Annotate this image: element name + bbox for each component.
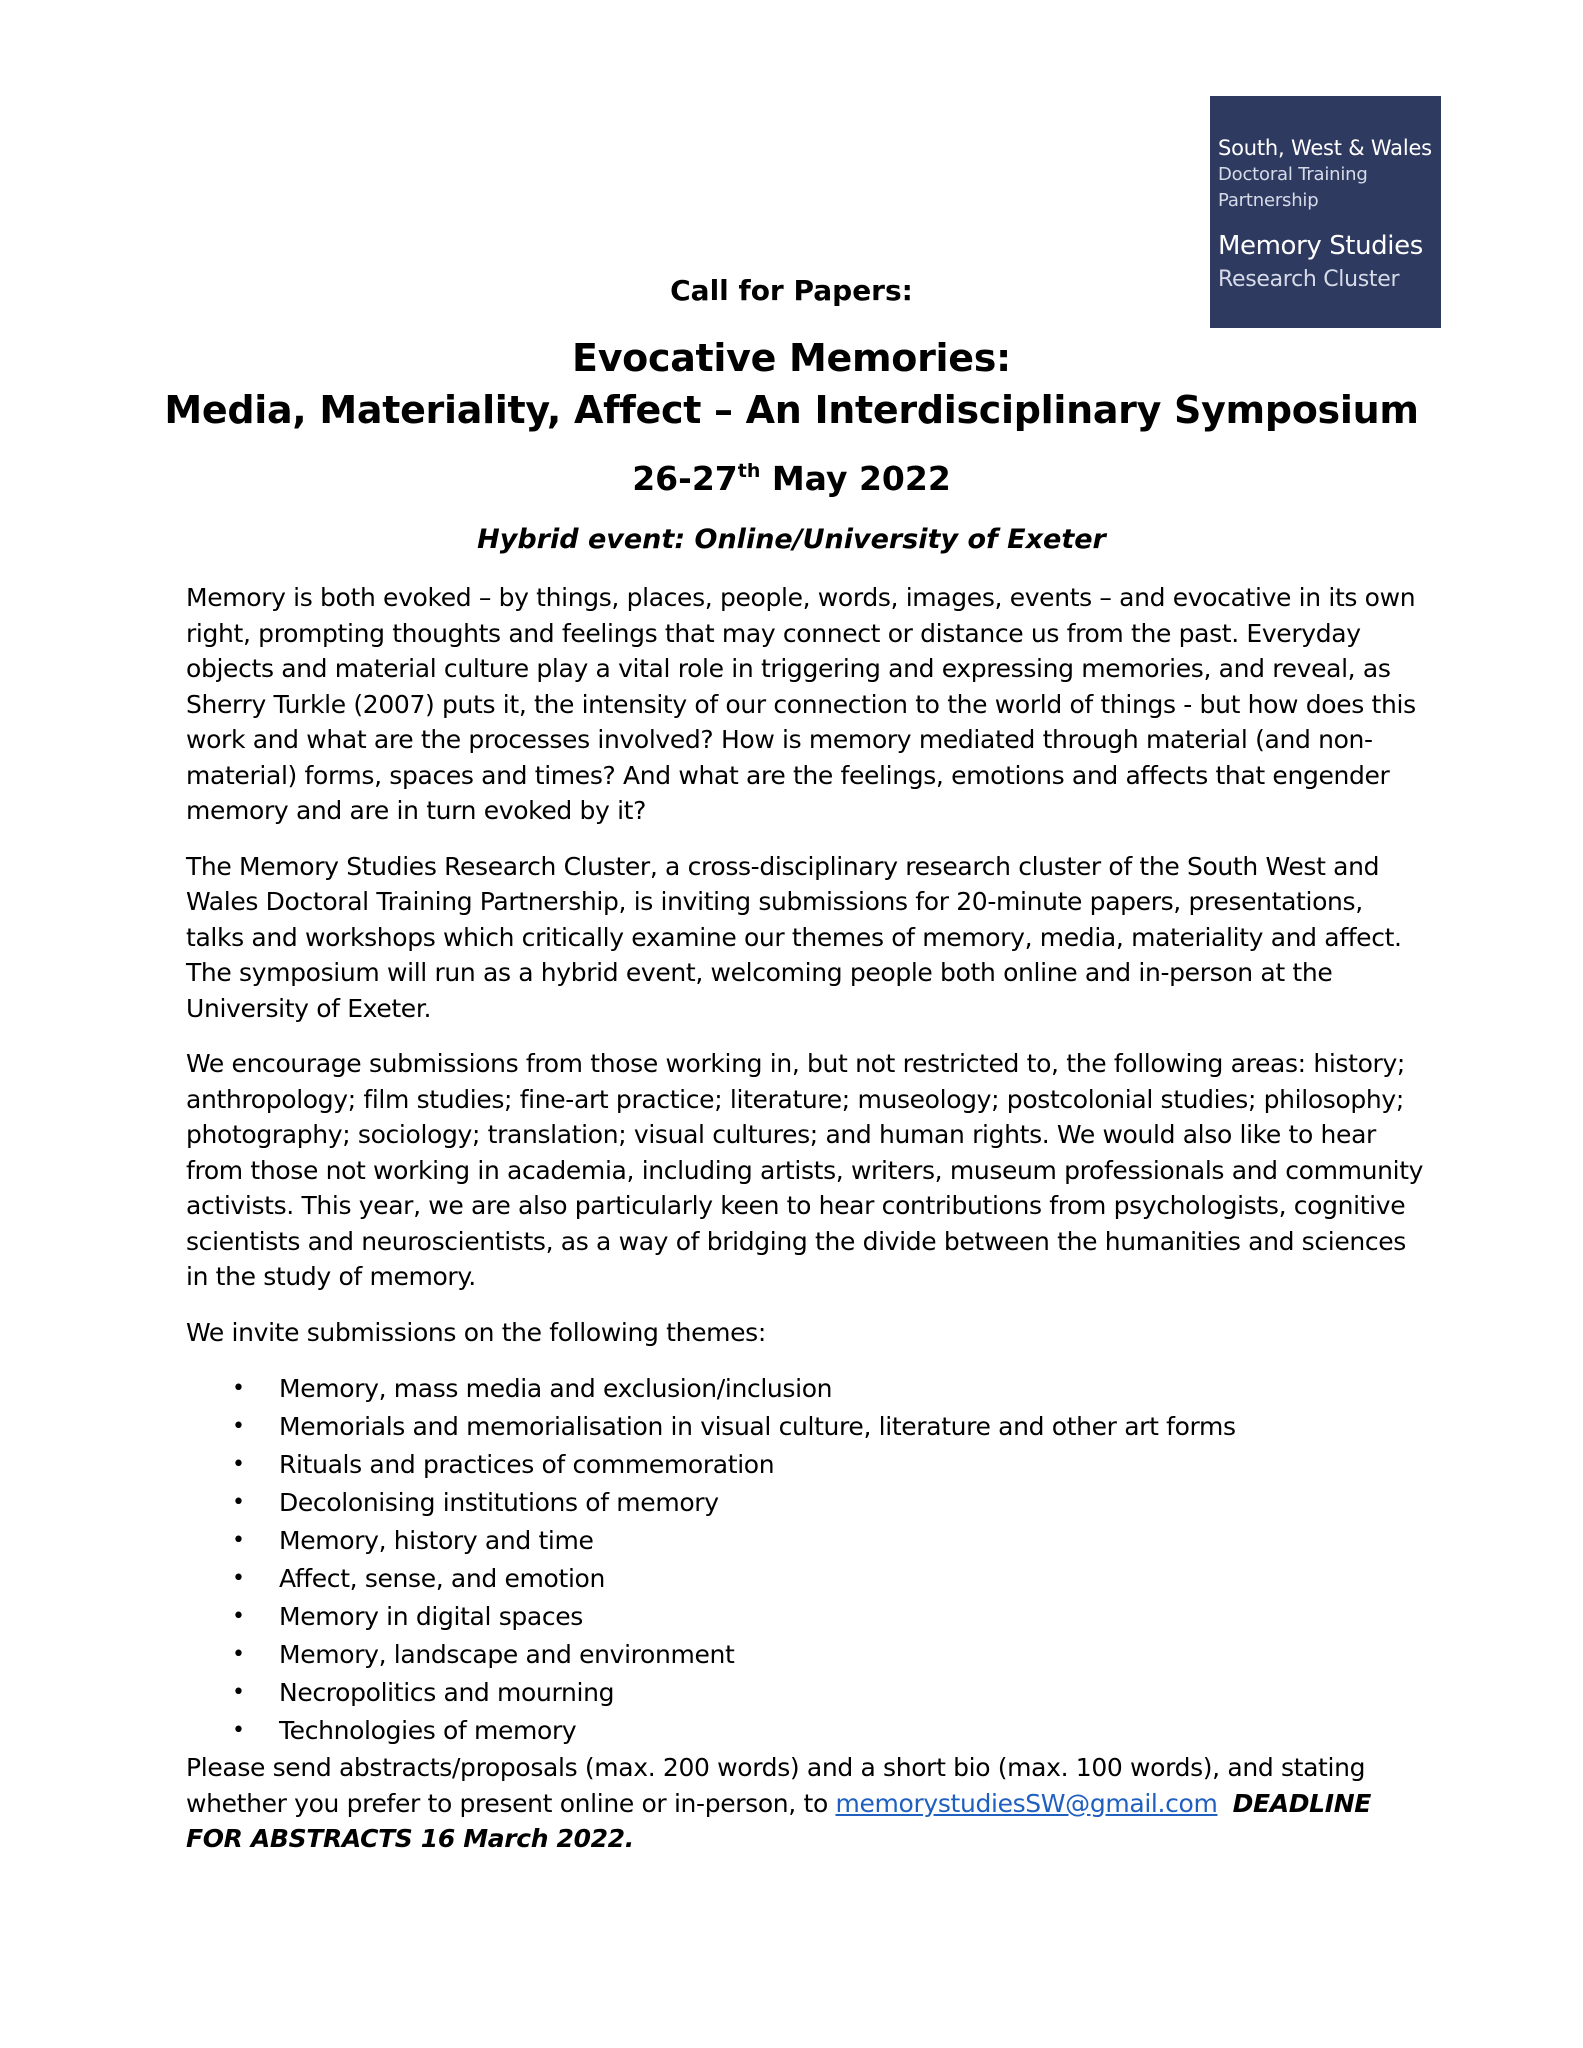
bullet-icon: • [232,1604,245,1629]
list-item [232,1446,1426,1484]
list-item [232,1636,1426,1674]
deadline-text: DEADLINE FOR ABSTRACTS 16 March 2022. [186,1788,1372,1853]
theme-text: Rituals and practices of commemoration [279,1450,775,1479]
list-item [232,1484,1426,1522]
logo-line-3: Partnership [1218,190,1319,211]
bullet-icon: • [232,1642,245,1667]
theme-text: Memory, history and time [279,1526,594,1555]
event-title [0,332,1583,436]
logo-line-5: Research Cluster [1218,267,1400,292]
bullet-icon: • [232,1490,245,1515]
list-item [232,1408,1426,1446]
list-item [232,1522,1426,1560]
bullet-icon: • [232,1680,245,1705]
paragraph-intro: Memory is both evoked – by things, places, people, words, images, events – and evocative in its own right, prompting thoughts and feelings that may connect or distance us from the past. Everyday objects and material culture play a vital role in triggering and expressing memories, and reveal, as Sherry Turkle (2007) puts it, the intensity of our connection to the world of things - but how does this work and what are the processes involved? How is memory mediated through material (and non-material) forms, spaces and times? And what are the feelings, emotions and affects that engender memory and are in turn evoked by it? [186,583,1416,825]
bullet-icon: • [232,1718,245,1743]
bullet-icon: • [232,1528,245,1553]
event-date [0,456,1583,502]
event-date-days: 26-27 [632,459,738,498]
list-item [232,1674,1426,1712]
themes-list [186,1370,1426,1750]
list-item [232,1598,1426,1636]
theme-text: Memory, mass media and exclusion/inclusion [279,1374,833,1403]
list-item [232,1560,1426,1598]
theme-text: Decolonising institutions of memory [279,1488,719,1517]
paragraph-submissions: We encourage submissions from those working in, but not restricted to, the following areas: history; anthropology; film studies; fine-art practice; literature; museology; postcolonial studies; philosophy; photography; sociology; translation; visual cultures; and human rights. We would also like to hear from those not working in academia, including artists, writers, museum professionals and community activists. This year, we are also particularly keen to hear contributions from psychologists, cognitive scientists and neuroscientists, as a way of bridging the divide between the humanities and sciences in the study of memory. [186,1049,1424,1291]
logo-line-4: Memory Studies [1218,231,1423,261]
bullet-icon: • [232,1414,245,1439]
document-body [186,580,1426,1877]
event-title-line-1: Evocative Memories: [572,336,1011,380]
bullet-icon: • [232,1452,245,1477]
theme-text: Necropolitics and mourning [279,1678,615,1707]
list-item [232,1370,1426,1408]
list-item [232,1712,1426,1750]
logo-line-1: South, West & Wales [1218,136,1432,160]
theme-text: Memory, landscape and environment [279,1640,735,1669]
closing-instructions: Please send abstracts/proposals (max. 200 words) and a short bio (max. 100 words), and stating whether you prefer to present online or in-person, to [186,1753,1366,1818]
bullet-icon: • [232,1376,245,1401]
call-for-papers-heading: Call for Papers: [670,274,913,307]
closing-paragraph [186,1750,1426,1857]
paragraph-cluster: The Memory Studies Research Cluster, a cross-disciplinary research cluster of the South West and Wales Doctoral Training Partnership, is inviting submissions for 20-minute papers, presentations, talks and workshops which critically examine our themes of memory, media, materiality and affect. The symposium will run as a hybrid event, welcoming people both online and in-person at the University of Exeter. [186,851,1402,1023]
closing-spacer [1217,1789,1232,1818]
themes-intro: We invite submissions on the following themes: [186,1317,766,1347]
event-format: Hybrid event: Online/University of Exeter [477,524,1106,555]
email-link[interactable]: memorystudiesSW@gmail.com [835,1788,1218,1818]
logo-line-2: Doctoral Training [1218,164,1368,185]
event-date-month-year: May 2022 [760,459,951,498]
theme-text: Technologies of memory [279,1716,577,1745]
theme-text: Memorials and memorialisation in visual culture, literature and other art forms [279,1412,1236,1441]
bullet-icon: • [232,1566,245,1591]
event-title-line-2: Media, Materiality, Affect – An Interdisciplinary Symposium [164,388,1419,432]
event-date-ordinal: th [737,460,761,482]
theme-text: Memory in digital spaces [279,1602,583,1631]
theme-text: Affect, sense, and emotion [279,1564,605,1593]
